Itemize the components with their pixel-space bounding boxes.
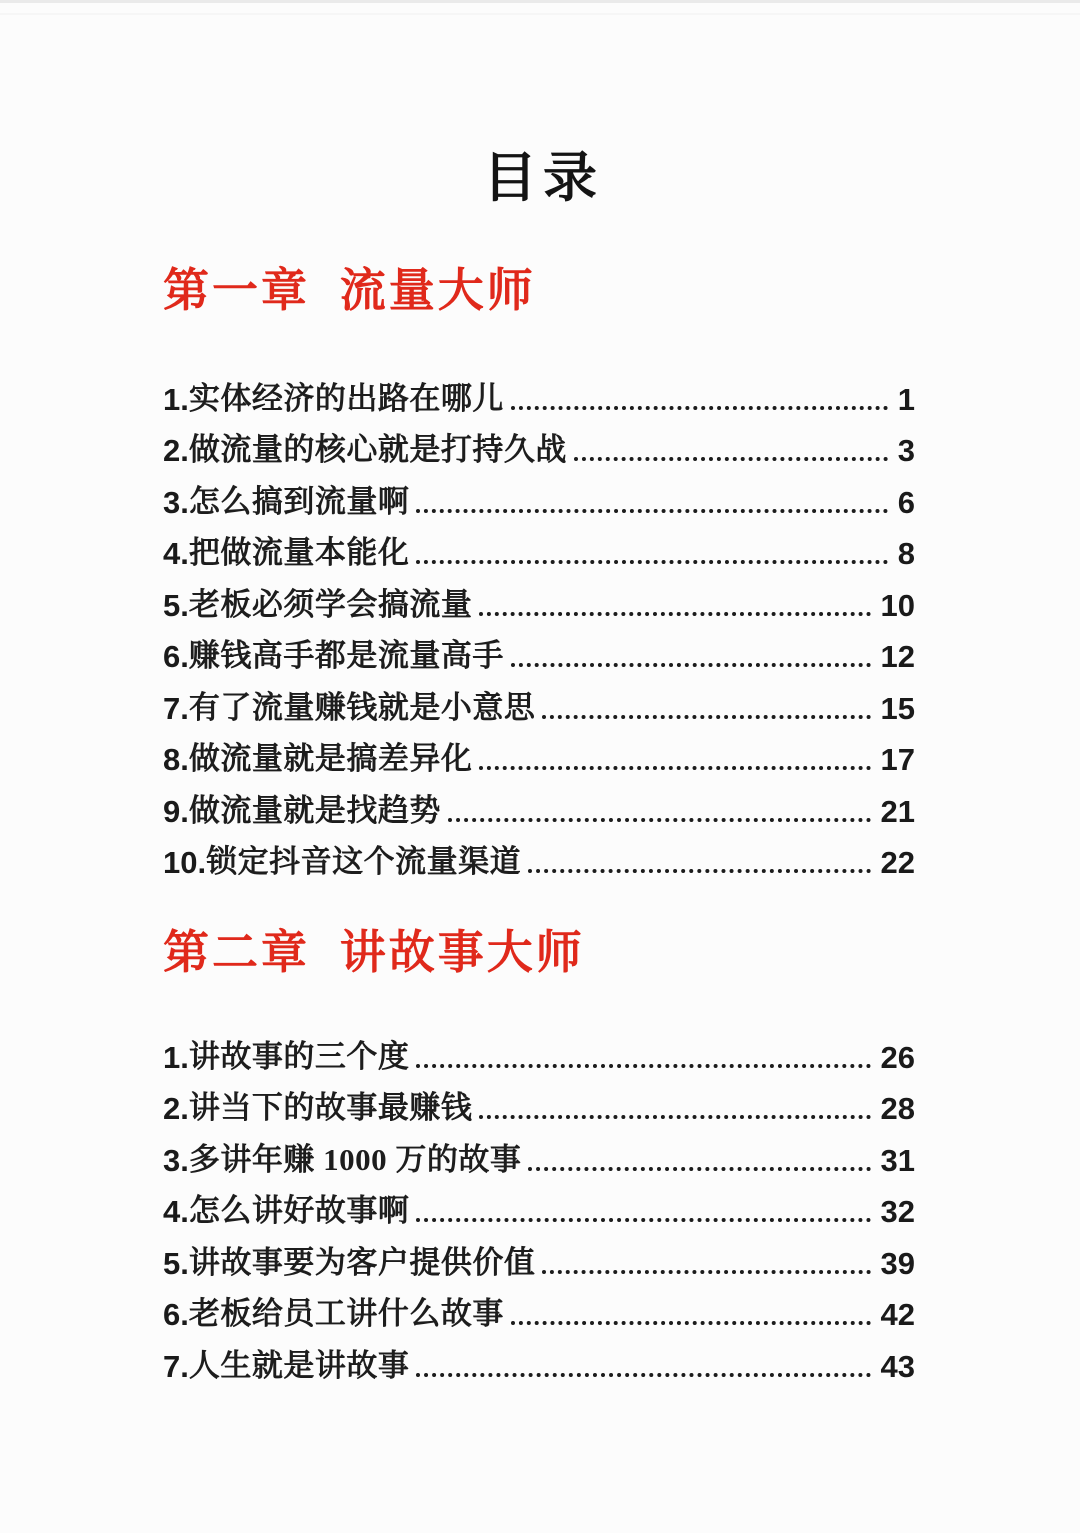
page-top-faint-line xyxy=(0,13,1080,15)
toc-entry-title: 把做流量本能化 xyxy=(188,535,410,571)
toc-entry-title: 做流量就是搞差异化 xyxy=(188,741,473,777)
toc-entry[interactable] xyxy=(163,675,915,727)
toc-entry-page: 21 xyxy=(880,793,915,829)
toc-entry-number: 6. xyxy=(163,639,189,675)
toc-entry-title: 实体经济的出路在哪儿 xyxy=(188,380,504,416)
toc-entry[interactable] xyxy=(163,469,915,521)
toc-entry-page: 15 xyxy=(880,690,915,726)
chapter-1-toc-list xyxy=(163,366,915,881)
toc-entry[interactable] xyxy=(163,521,915,573)
chapter-2-section xyxy=(0,925,1080,1385)
dot-leader xyxy=(511,406,888,410)
toc-entry-number: 4. xyxy=(163,1194,189,1230)
toc-entry-title: 做流量就是找趋势 xyxy=(188,792,441,828)
toc-entry-page: 17 xyxy=(880,742,915,778)
toc-entry[interactable] xyxy=(163,1076,915,1128)
dot-leader xyxy=(416,1373,870,1377)
toc-entry[interactable] xyxy=(163,418,915,470)
toc-entry[interactable] xyxy=(163,778,915,830)
dot-leader xyxy=(528,1167,870,1171)
toc-entry-page: 10 xyxy=(880,587,915,623)
dot-leader xyxy=(416,1218,870,1222)
toc-entry-page: 22 xyxy=(880,845,915,881)
dot-leader xyxy=(416,560,887,564)
toc-entry-page: 42 xyxy=(880,1297,915,1333)
toc-entry-number: 10. xyxy=(163,845,207,881)
toc-entry-number: 4. xyxy=(163,536,189,572)
toc-entry[interactable] xyxy=(163,830,915,882)
toc-entry-number: 7. xyxy=(163,690,189,726)
toc-entry-page: 31 xyxy=(880,1142,915,1178)
toc-entry[interactable] xyxy=(163,572,915,624)
dot-leader xyxy=(542,715,870,719)
toc-entry-page: 6 xyxy=(897,484,915,520)
page-top-edge xyxy=(0,0,1080,3)
toc-entry[interactable] xyxy=(163,624,915,676)
chapter-1-section xyxy=(0,263,1080,881)
toc-entry[interactable] xyxy=(163,727,915,779)
toc-entry-title: 讲当下的故事最赚钱 xyxy=(188,1090,473,1126)
toc-entry-title: 做流量的核心就是打持久战 xyxy=(188,432,567,468)
toc-entry-title: 老板必须学会搞流量 xyxy=(188,586,473,622)
toc-entry-title: 赚钱高手都是流量高手 xyxy=(188,638,504,674)
toc-entry[interactable] xyxy=(163,1333,915,1385)
toc-entry-page: 28 xyxy=(880,1091,915,1127)
toc-entry-page: 32 xyxy=(880,1194,915,1230)
dot-leader xyxy=(479,1115,870,1119)
page-title: 目录 xyxy=(483,148,603,208)
toc-entry-title: 讲故事的三个度 xyxy=(188,1038,410,1074)
toc-entry[interactable] xyxy=(163,1230,915,1282)
toc-entry-page: 12 xyxy=(880,639,915,675)
toc-entry-page: 3 xyxy=(897,433,915,469)
toc-entry[interactable] xyxy=(163,1024,915,1076)
dot-leader xyxy=(416,1064,870,1068)
toc-entry-number: 8. xyxy=(163,742,189,778)
toc-entry-number: 6. xyxy=(163,1297,189,1333)
dot-leader xyxy=(479,766,870,770)
toc-entry-page: 1 xyxy=(897,381,915,417)
toc-entry-title: 人生就是讲故事 xyxy=(188,1347,410,1383)
toc-entry-page: 26 xyxy=(880,1039,915,1075)
toc-entry-title: 讲故事要为客户提供价值 xyxy=(188,1244,536,1280)
toc-entry-number: 2. xyxy=(163,433,189,469)
toc-entry-number: 5. xyxy=(163,587,189,623)
toc-entry-number: 3. xyxy=(163,484,189,520)
dot-leader xyxy=(479,612,870,616)
toc-entry[interactable] xyxy=(163,1127,915,1179)
toc-entry-number: 7. xyxy=(163,1348,189,1384)
toc-entry-page: 43 xyxy=(880,1348,915,1384)
dot-leader xyxy=(542,1270,870,1274)
dot-leader xyxy=(574,457,888,461)
chapter-2-heading: 第二章 讲故事大师 xyxy=(163,926,585,979)
dot-leader xyxy=(416,509,887,513)
toc-entry-number: 5. xyxy=(163,1245,189,1281)
toc-entry-title: 锁定抖音这个流量渠道 xyxy=(206,844,522,880)
toc-entry-title: 怎么讲好故事啊 xyxy=(188,1193,410,1229)
toc-entry-title: 怎么搞到流量啊 xyxy=(188,483,410,519)
toc-entry[interactable] xyxy=(163,1179,915,1231)
dot-leader xyxy=(511,1321,871,1325)
toc-entry-title: 多讲年赚 1000 万的故事 xyxy=(188,1141,522,1177)
toc-entry[interactable] xyxy=(163,366,915,418)
toc-entry-title: 有了流量赚钱就是小意思 xyxy=(188,689,536,725)
toc-entry-number: 2. xyxy=(163,1091,189,1127)
dot-leader xyxy=(511,663,871,667)
toc-entry-page: 8 xyxy=(897,536,915,572)
toc-entry-number: 3. xyxy=(163,1142,189,1178)
toc-entry-number: 1. xyxy=(163,381,189,417)
chapter-1-heading: 第一章 流量大师 xyxy=(163,264,536,317)
toc-entry-page: 39 xyxy=(880,1245,915,1281)
chapter-2-toc-list xyxy=(163,1024,915,1385)
toc-entry-number: 9. xyxy=(163,793,189,829)
dot-leader xyxy=(528,869,870,873)
dot-leader xyxy=(448,818,871,822)
toc-entry[interactable] xyxy=(163,1282,915,1334)
toc-entry-number: 1. xyxy=(163,1039,189,1075)
toc-entry-title: 老板给员工讲什么故事 xyxy=(188,1296,504,1332)
